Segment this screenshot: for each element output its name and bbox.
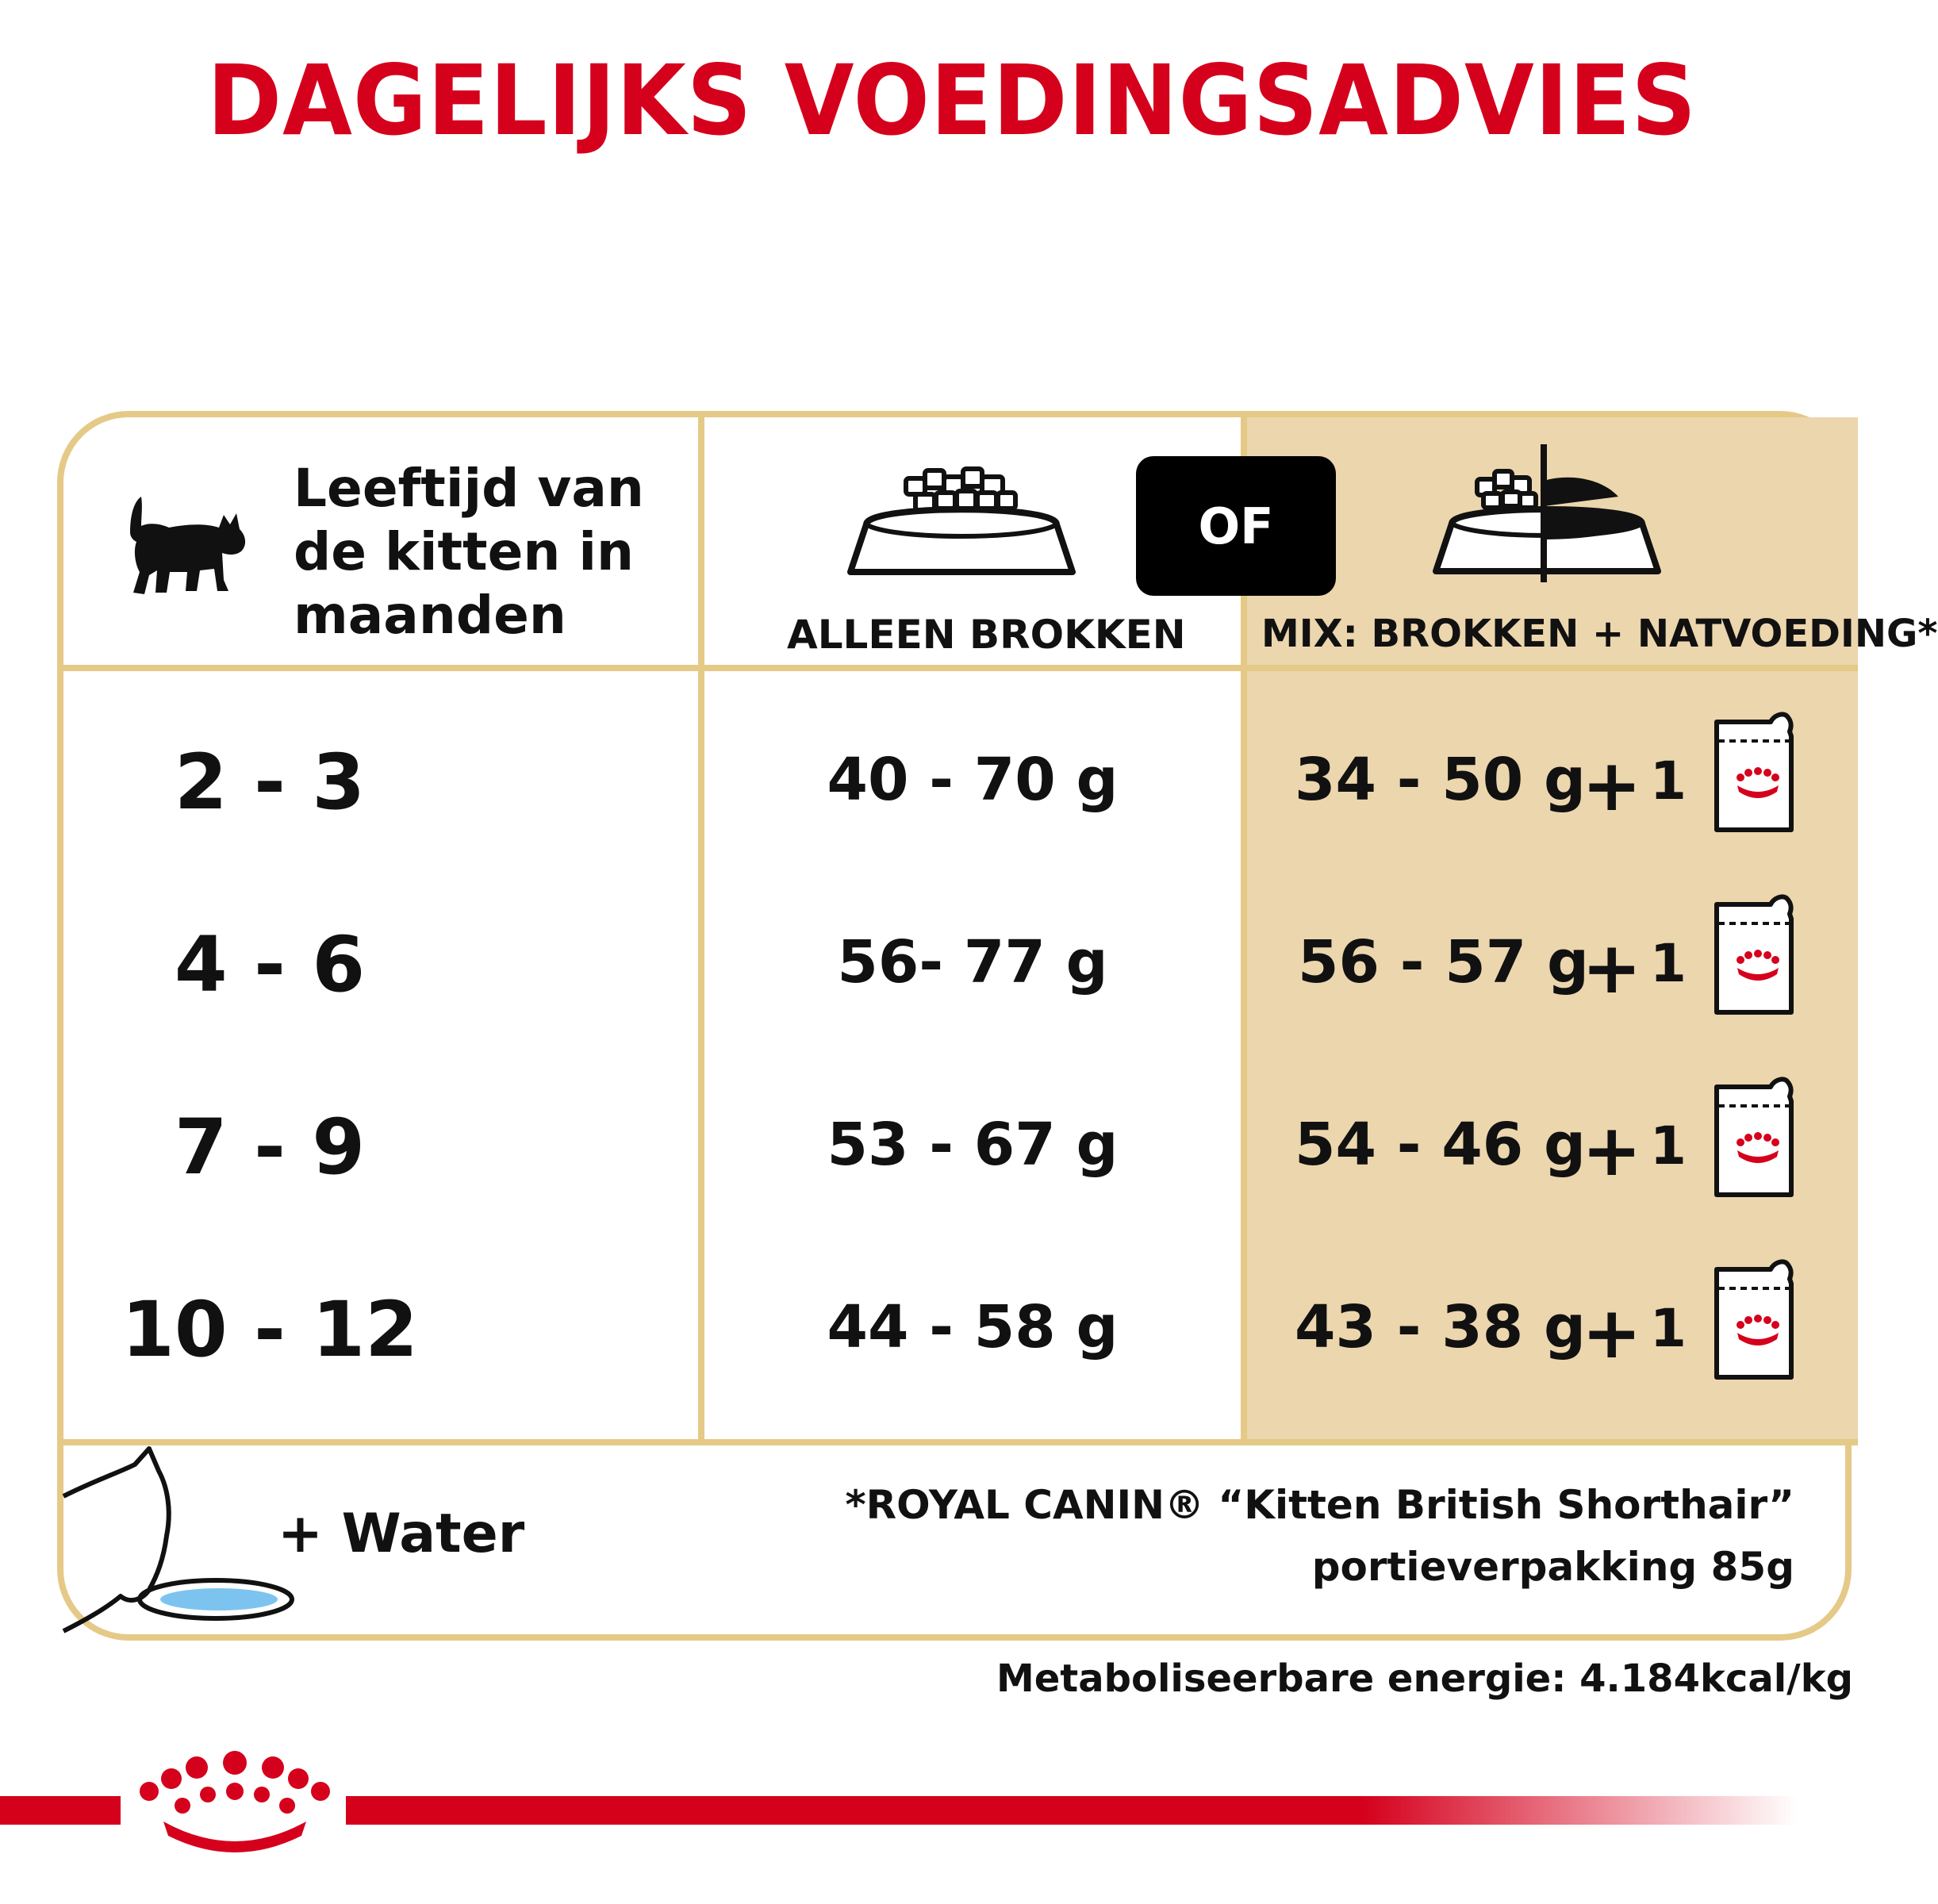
plus-sign: + — [1582, 927, 1642, 1010]
plus-sign: + — [1582, 1292, 1642, 1375]
page-title: DAGELIJKS VOEDINGSADVIES — [206, 44, 1698, 157]
mixed-food-bowl-icon — [1428, 441, 1666, 584]
age-value: 4 - 6 — [174, 920, 366, 1009]
age-value: 10 - 12 — [121, 1285, 418, 1374]
footer-divider — [63, 1439, 1858, 1445]
feeding-table — [57, 411, 1938, 1641]
product-note: *ROYAL CANIN® “Kitten British Shorthair” — [845, 1482, 1794, 1528]
age-header-line: maanden — [294, 585, 566, 646]
age-header — [294, 457, 644, 647]
mix-amount: 56 - 57 g — [1298, 928, 1589, 996]
dry-amount: 53 - 67 g — [827, 1111, 1119, 1179]
dry-amount: 44 - 58 g — [827, 1293, 1119, 1361]
mix-amount: 34 - 50 g — [1295, 746, 1586, 814]
pouch-count: 1 — [1650, 750, 1687, 812]
pouch-icon — [1710, 1074, 1798, 1201]
dry-food-bowl-icon — [842, 461, 1080, 580]
cat-drinking-icon — [63, 1449, 294, 1639]
crown-logo-icon — [132, 1750, 338, 1858]
dry-amount: 56- 77 g — [837, 928, 1108, 996]
brand-bar-left — [0, 1796, 121, 1825]
pouch-icon — [1710, 1257, 1798, 1384]
dry-amount: 40 - 70 g — [827, 746, 1119, 814]
kitten-icon — [125, 493, 260, 604]
plus-sign: + — [1582, 1109, 1642, 1192]
dry-only-label: ALLEEN BROKKEN — [787, 612, 1186, 658]
age-header-line: de kitten in — [294, 521, 634, 582]
header-divider — [63, 665, 1858, 671]
column-divider — [698, 417, 704, 1439]
energy-note: Metaboliseerbare energie: 4.184kcal/kg — [996, 1656, 1853, 1701]
age-value: 2 - 3 — [174, 738, 366, 827]
pouch-count: 1 — [1650, 933, 1687, 994]
mix-amount: 43 - 38 g — [1295, 1293, 1586, 1361]
mix-label: MIX: BROKKEN + NATVOEDING* — [1261, 612, 1938, 656]
pouch-count: 1 — [1650, 1298, 1687, 1359]
age-value: 7 - 9 — [174, 1103, 366, 1192]
water-label: + Water — [278, 1503, 525, 1565]
product-note: portieverpakking 85g — [1311, 1544, 1794, 1590]
age-header-line: Leeftijd van — [294, 458, 644, 519]
mix-amount: 54 - 46 g — [1295, 1111, 1586, 1179]
pouch-count: 1 — [1650, 1115, 1687, 1177]
or-badge: OF — [1136, 456, 1336, 596]
pouch-icon — [1710, 892, 1798, 1019]
pouch-icon — [1710, 709, 1798, 836]
plus-sign: + — [1582, 744, 1642, 827]
brand-bar-right — [346, 1796, 1798, 1825]
